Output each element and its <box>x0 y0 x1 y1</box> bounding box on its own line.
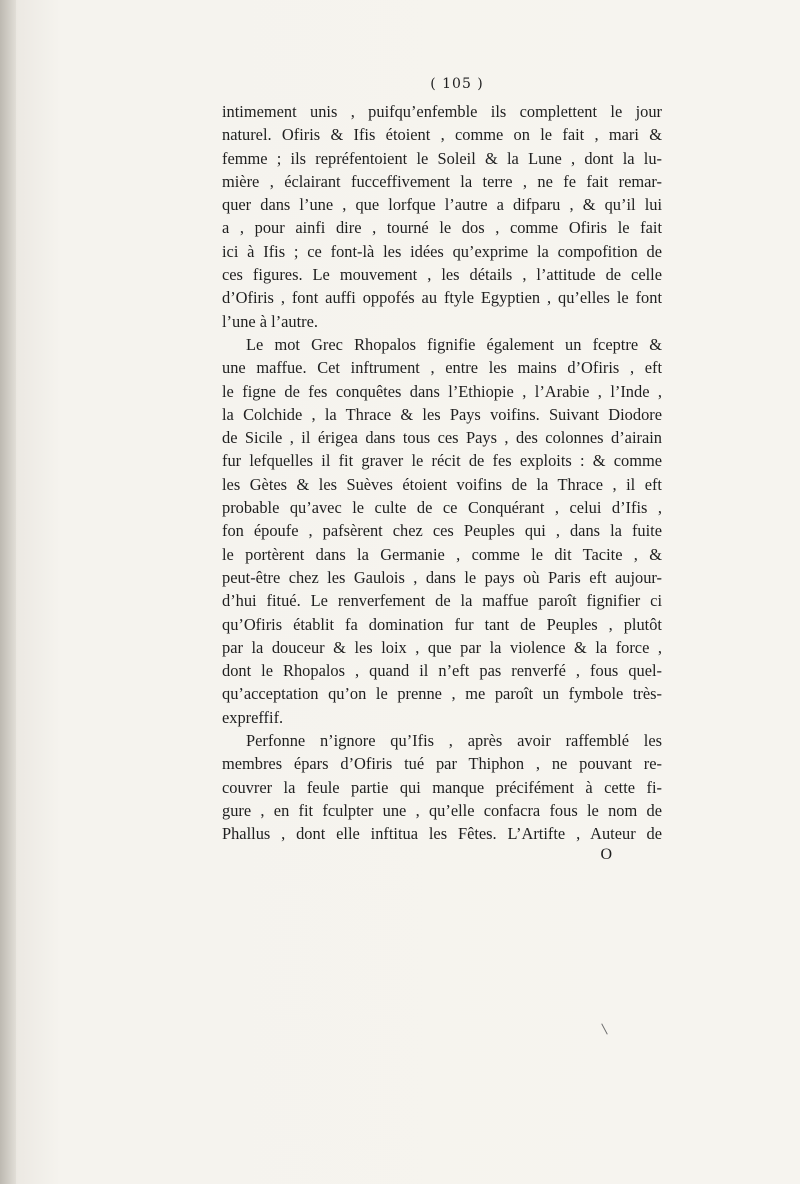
text-block <box>222 76 662 864</box>
text-line: femme ; ils repréfentoient le Soleil & la Lune , dont la lu- <box>222 148 662 168</box>
text-line: fur lefquelles il fit graver le récit de fes exploits : & comme <box>222 451 662 471</box>
text-line: la Colchide , la Thrace & les Pays voifins. Suivant Diodore <box>222 404 662 424</box>
text-line: naturel. Ofiris & Ifis étoient , comme on le fait , mari & <box>222 125 662 145</box>
catchword: O <box>600 845 612 863</box>
text-line: expreffif. <box>222 707 284 727</box>
text-line: une maffue. Cet inftrument , entre les mains d’Ofiris , eft <box>222 358 662 378</box>
body-text <box>222 100 662 846</box>
text-line: Le mot Grec Rhopalos fignifie également un fceptre & <box>246 334 662 354</box>
text-line: d’Ofiris , font auffi oppofés au ftyle Egyptien , qu’elles le font <box>222 288 662 308</box>
text-line: ces figures. Le mouvement , les détails , l’attitude de celle <box>222 265 662 285</box>
text-line: de Sicile , il érigea dans tous ces Pays , des colonnes d’airain <box>222 428 662 448</box>
text-line: membres épars d’Ofiris tué par Thiphon , ne pouvant re- <box>222 754 662 774</box>
text-line: fon époufe , pafsèrent chez ces Peuples qui , dans la fuite <box>222 521 662 541</box>
stray-ink-mark <box>601 1023 608 1034</box>
text-line: ici à Ifis ; ce font-là les idées qu’exprime la compofition de <box>222 241 662 261</box>
text-line: a , pour ainfi dire , tourné le dos , comme Ofiris le fait <box>222 218 662 238</box>
page-gutter-shadow <box>0 0 16 1184</box>
text-line: intimement unis , puifqu’enfemble ils complettent le jour <box>222 102 662 121</box>
text-line: Perfonne n’ignore qu’Ifis , après avoir raffemblé les <box>246 731 662 751</box>
text-line: Phallus , dont elle inftitua les Fêtes. L’Artifte , Auteur de <box>222 824 662 844</box>
text-line: le figne de fes conquêtes dans l’Ethiopie , l’Arabie , l’Inde , <box>222 381 662 401</box>
text-line: gure , en fit fculpter une , qu’elle confacra fous le nom de <box>222 800 662 820</box>
text-line: par la douceur & les loix , que par la violence & la force , <box>222 637 662 657</box>
text-line: d’hui fitué. Le renverfement de la maffue paroît fignifier ci <box>222 591 662 611</box>
text-line: l’une à l’autre. <box>222 311 319 331</box>
text-line: peut-être chez les Gaulois , dans le pays où Paris eft aujour- <box>222 567 662 587</box>
text-line: les Gètes & les Suèves étoient voifins de la Thrace , il eft <box>222 474 662 494</box>
text-line: probable qu’avec le culte de ce Conquérant , celui d’Ifis , <box>222 498 662 518</box>
text-line: couvrer la feule partie qui manque précifément à cette fi- <box>222 777 662 797</box>
text-line: qu’acceptation qu’on le prenne , me paroît un fymbole très- <box>222 684 662 704</box>
text-line: mière , éclairant fucceffivement la terre , ne fe fait remar- <box>222 171 662 191</box>
page-number: ( 105 ) <box>430 76 484 92</box>
text-line: quer dans l’une , que lorfque l’autre a difparu , & qu’il lui <box>222 195 662 215</box>
text-line: qu’Ofiris établit fa domination fur tant de Peuples , plutôt <box>222 614 662 634</box>
text-line: dont le Rhopalos , quand il n’eft pas renverfé , fous quel- <box>222 661 662 681</box>
text-line: le portèrent dans la Germanie , comme le dit Tacite , & <box>222 544 662 564</box>
